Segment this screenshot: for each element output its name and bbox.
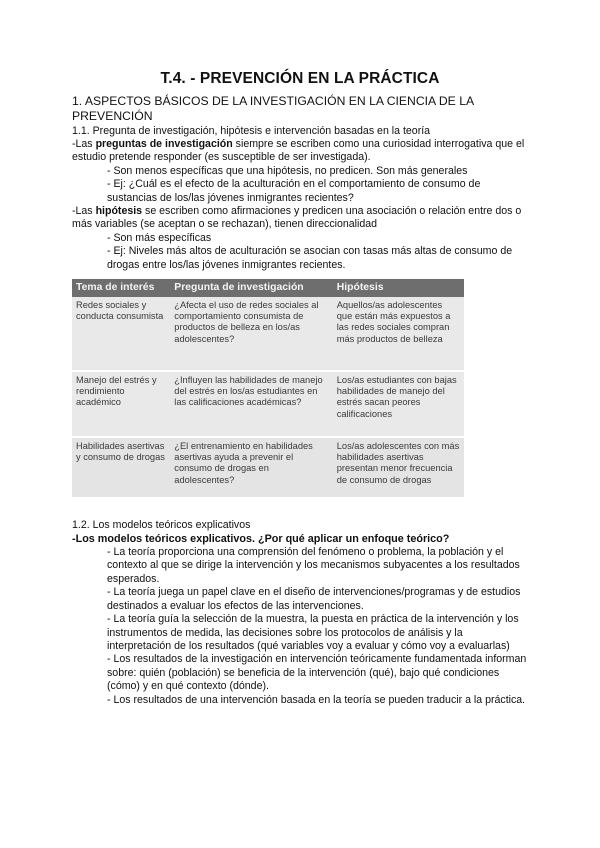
table-cell: Los/as estudiantes con bajas habilidades de manejo del estrés sacan peores calificaciones [333, 371, 464, 437]
list-item: - Son menos específicas que una hipótesis, no predicen. Son más generales [107, 164, 468, 177]
preguntas-term: preguntas de investigación [95, 138, 233, 150]
table-cell: ¿Afecta el uso de redes sociales al comportamiento consumista de productos de belleza en los/as adolescentes? [170, 297, 332, 371]
table-cell: Aquellos/as adolescentes que están más expuestos a las redes sociales compran más productos de belleza [333, 297, 464, 371]
hipotesis-term: hipótesis [95, 205, 143, 218]
list-item: - Son más específicas [107, 231, 212, 244]
table-cell: ¿El entrenamiento en habilidades asertivas ayuda a prevenir el consumo de drogas en adolescentes? [170, 437, 332, 497]
table-header-row [72, 279, 464, 297]
subsection-heading: 1.1. Pregunta de investigación, hipótesis e intervención basadas en la teoría [72, 125, 431, 137]
examples-table [72, 279, 464, 497]
table-cell: Los/as adolescentes con más habilidades asertivas presentan menor frecuencia de consumo de drogas [333, 437, 464, 497]
list-item: - La teoría proporciona una comprensión del fenómeno o problema, la población y el contexto al que se dirige la intervención y los mecanismos subyacentes a los resultados esperados. [107, 546, 520, 585]
list-item: - Los resultados de la investigación en intervención teóricamente fundamentada informan sobre: quién (población) se beneficia de la intervención (qué), bajo qué condiciones (cómo) y en qué contexto (dónde). [107, 653, 527, 693]
list-item: - Ej: Niveles más altos de aculturación se asocian con tasas más altas de consumo de drogas entre los/las jóvenes inmigrantes recientes. [107, 245, 513, 271]
models-question: -Los modelos teóricos explicativos. ¿Por qué aplicar un enfoque teórico? [72, 533, 450, 546]
document-title: T.4. - PREVENCIÓN EN LA PRÁCTICA [160, 70, 440, 87]
list-item: - La teoría guía la selección de la muestra, la puesta en práctica de la intervención y los instrumentos de medida, las decisiones sobre los protocolos de análisis y la interpretación de los resultados (qué variables voy a evaluar y cómo voy a evaluarlas) [107, 613, 519, 652]
table-row [72, 437, 464, 497]
subsection-heading: 1.2. Los modelos teóricos explicativos [72, 519, 251, 532]
table-row [72, 297, 464, 371]
table-cell: ¿Influyen las habilidades de manejo del estrés en los/as estudiantes en las calificaciones académicas? [170, 371, 332, 437]
list-item: - Ej: ¿Cuál es el efecto de la aculturación en el comportamiento de consumo de sustancias de los/las jóvenes inmigrantes recientes? [107, 178, 481, 204]
table-cell: Redes sociales y conducta consumista [72, 297, 170, 371]
section-heading: 1. ASPECTOS BÁSICOS DE LA INVESTIGACIÓN EN LA CIENCIA DE LA PREVENCIÓN [72, 94, 474, 123]
table-cell: Manejo del estrés y rendimiento académico [72, 371, 170, 437]
table-cell: Habilidades asertivas y consumo de drogas [72, 437, 170, 497]
list-item: - La teoría juega un papel clave en el diseño de intervenciones/programas y de estudios destinados a evaluar los efectos de las intervenciones. [107, 586, 521, 612]
table-header-cell: Hipótesis [333, 279, 464, 297]
table-header-cell: Tema de interés [72, 279, 170, 297]
list-item: - Los resultados de una intervención basada en la teoría se pueden traducir a la práctica. [107, 693, 526, 706]
preguntas-paragraph: -Las preguntas de investigación siempre se escriben como una curiosidad interrogativa que el estudio pretende responder (es susceptible de ser investigada). [72, 138, 525, 164]
table-header-cell: Pregunta de investigación [170, 279, 332, 297]
table-row [72, 371, 464, 437]
section-models [72, 519, 528, 707]
hipotesis-paragraph: -Las hipótesis se escriben como afirmaciones y predicen una asociación o relación entre dos o más variables (se aceptan o se rechazan), tienen direccionalidad [72, 205, 522, 231]
document-page [72, 70, 528, 707]
